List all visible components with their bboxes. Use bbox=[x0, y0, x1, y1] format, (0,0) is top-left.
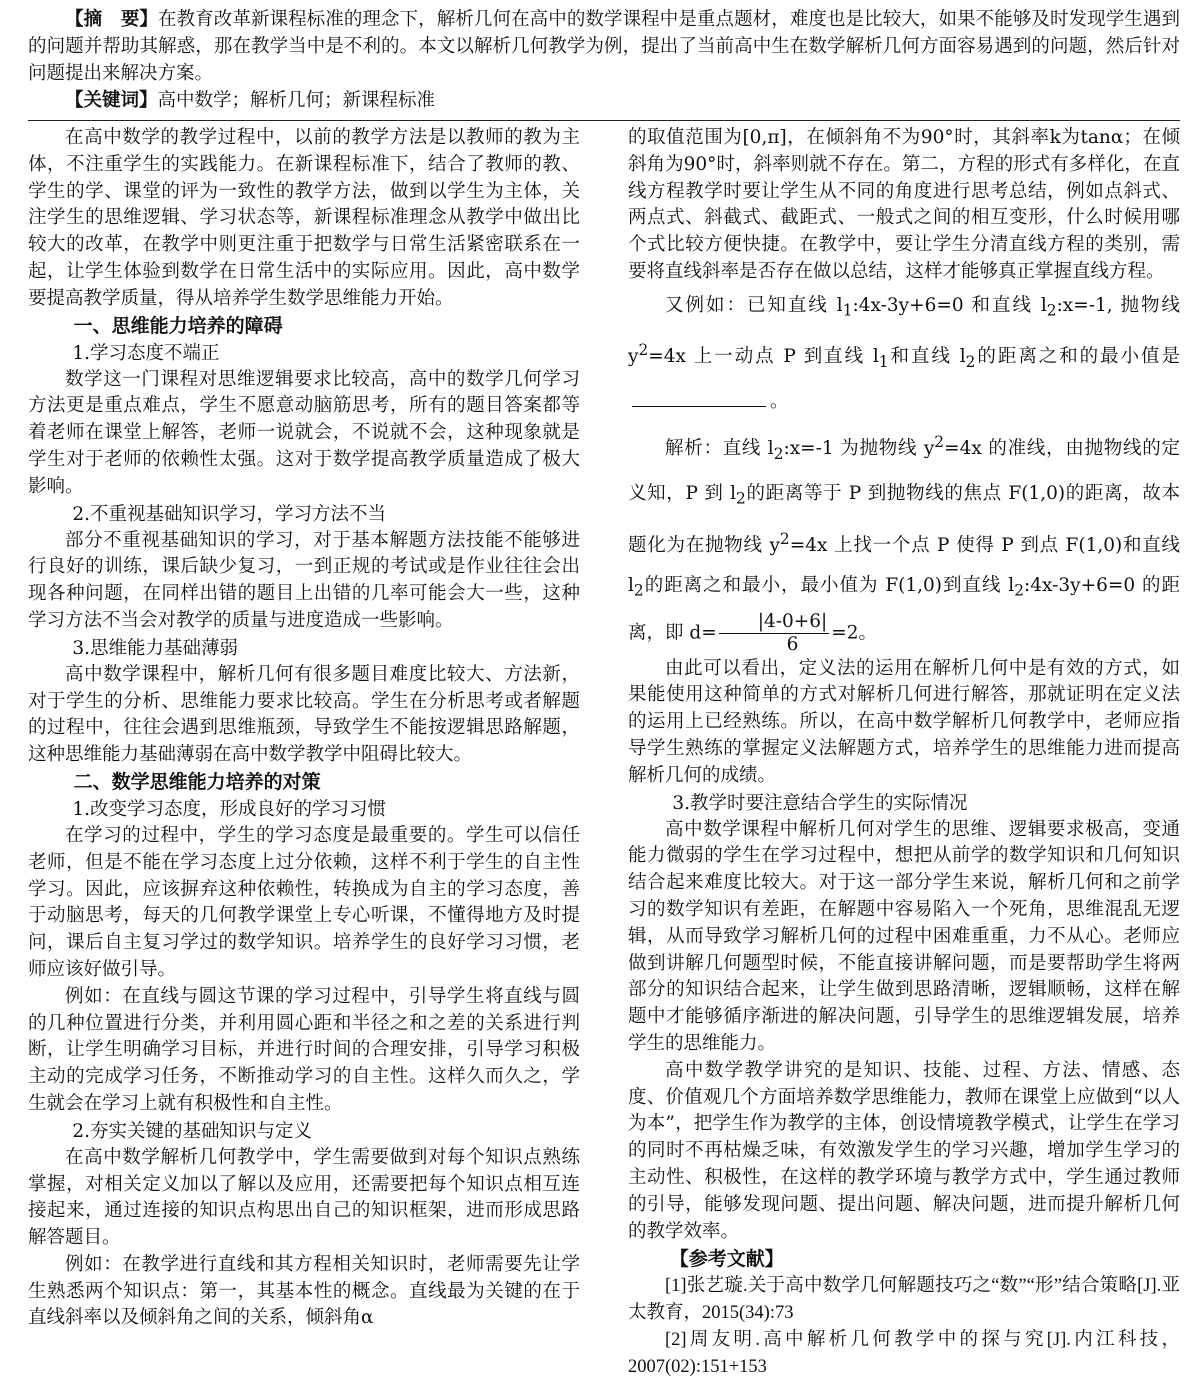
subscript-2: 2 bbox=[773, 445, 784, 464]
example-text-f: 和直线 l bbox=[888, 346, 966, 368]
solution-text-b: :x=-1 为抛物线 y bbox=[783, 438, 935, 460]
abstract bbox=[28, 0, 1180, 87]
example-text-e: =4x 上一动点 P 到直线 l bbox=[648, 346, 879, 368]
subsection-2-2-example: 例如：在教学进行直线和其方程相关知识时，老师需要先让学生熟悉两个知识点：第一，其基本性的概念。直线最为关键的在于直线斜率以及倾斜角之间的关系，倾斜角α bbox=[28, 1253, 580, 1329]
solution-paragraph bbox=[628, 422, 1180, 655]
intro-paragraph: 在高中数学的教学过程中，以前的教学方法是以教师的教为主体，不注重学生的实践能力。在新课程标准下，结合了教师的教、学生的学、课堂的评为一致性的教学方法，做到以学生为主体，关注学生的思维逻辑、学习状态等，新课程标准理念从教学中做出比较大的改革，在教学中则更注重于把数学与日常生活紧密联系在一起，让学生体验到数学在日常生活中的实际应用。因此，高中数学要提高教学质量，得从培养学生数学思维能力开始。 bbox=[28, 127, 580, 309]
subsection-2-3-text: 高中数学课程中解析几何对学生的思维、逻辑要求极高，变通能力微弱的学生在学习过程中，想把从前学的数学知识和几何知识结合起来难度比较大。对于这一部分学生来说，解析几何和之前学习的数学知识有差距，在解题中容易陷入一个死角，思维混乱无逻辑，从而导致学习解析几何的过程中困难重重，力不从心。老师应做到讲解几何题型时候，不能直接讲解问题，而是要帮助学生将两部分的知识结合起来，让学生做到思路清晰，逻辑顺畅，这样在解题中才能够循序渐进的解决问题，引导学生的思维逻辑发展，培养学生的思维能力。 bbox=[628, 818, 1180, 1055]
subsection-1-2-text: 部分不重视基础知识的学习，对于基本解题方法技能不能够进行良好的训练，课后缺少复习，一到正规的考试或是作业往往会出现各种问题，在同样出错的题目上出错的几率可能会大一些，这种学习方法不当会对教学的质量与进度造成一些影响。 bbox=[28, 529, 580, 631]
subsection-2-1-heading: 1.改变学习态度，形成良好的学习习惯 bbox=[72, 798, 387, 820]
subscript-2: 2 bbox=[1046, 301, 1057, 320]
keywords-label: 【关键词】 bbox=[65, 90, 158, 111]
subsection-1-2-heading: 2.不重视基础知识学习，学习方法不当 bbox=[72, 503, 387, 525]
reference-2: [2]周友明.高中解析几何教学中的探与究[J].内江科技，2007(02):151+153 bbox=[628, 1330, 1180, 1377]
keywords-text: 高中数学；解析几何；新课程标准 bbox=[157, 90, 436, 111]
header-divider bbox=[28, 120, 1180, 121]
solution-text-e: 的距离，故本题化为在抛物线 y bbox=[628, 483, 1180, 556]
section-1-heading: 一、思维能力培养的障碍 bbox=[73, 314, 283, 337]
solution-text-f: =4x 上找一个点 P 使得 P 到点 F(1,0)和直线 l bbox=[628, 535, 1180, 596]
right-column bbox=[628, 125, 1180, 1381]
reference-1: [1]张艺璇.关于高中数学几何解题技巧之“数”“形”结合策略[J].亚太教育，2015(34):73 bbox=[628, 1276, 1180, 1324]
solution-text-a: 解析：直线 l bbox=[665, 438, 774, 460]
solution-text-c: =4x 的准线，由抛物线的定义知，P 到 l bbox=[628, 438, 1180, 505]
subsection-2-2-text: 在高中数学解析几何教学中，学生需要做到对每个知识点熟练掌握，对相关定义加以了解以及应用，还需要把每个知识点相互连接起来，通过连接的知识点构思出自己的知识框架，进而形成思路解答题目。 bbox=[28, 1146, 580, 1249]
example-text-i: 。 bbox=[770, 391, 789, 413]
fraction-denominator: 6 bbox=[786, 633, 799, 655]
example-text-g: 的距离之和 bbox=[975, 346, 1080, 368]
subsection-2-3-heading: 3.教学时要注意结合学生的实际情况 bbox=[672, 792, 968, 814]
example-text-a: 又例如：已知直线 l bbox=[665, 294, 843, 316]
superscript-2: 2 bbox=[779, 529, 790, 548]
distance-fraction bbox=[719, 611, 830, 656]
subsection-2-1-example: 例如：在直线与圆这节课的学习过程中，引导学生将直线与圆的几种位置进行分类，并利用圆心距和半径之和之差的关系进行判断，让学生明确学习目标，并进行时间的合理安排，引导学习积极主动的完成学习任务，不断推动学习的自主性。这样久而久之，学生就会在学习上就有积极性和自主性。 bbox=[28, 985, 580, 1114]
subsection-1-1-text: 数学这一门课程对思维逻辑要求比较高，高中的数学几何学习方法更是重点难点，学生不愿意动脑筋思考，所有的题目答案都等着老师在课堂上解答，老师一说就会，不说就不会，这种现象就是学生对于老师的依赖性太强。这对于数学提高教学质量造成了极大影响。 bbox=[28, 368, 580, 497]
example-text-h: 的最小值是 bbox=[1079, 346, 1180, 368]
solution-text-i: :4x-3y+6=0 的距离，即 d= bbox=[628, 575, 1180, 644]
section-2-heading: 二、数学思维能力培养的对策 bbox=[73, 770, 321, 793]
subscript-2: 2 bbox=[736, 489, 746, 508]
subscript-2: 2 bbox=[633, 581, 644, 600]
solution-text-j: =2。 bbox=[831, 622, 878, 644]
keywords bbox=[28, 87, 1180, 114]
subsection-1-3-heading: 3.思维能力基础薄弱 bbox=[72, 637, 239, 659]
subsection-1-3-text: 高中数学课程中，解析几何有很多题目难度比较大、方法新，对于学生的分析、思维能力要求比较高。学生在分析思考或者解题的过程中，往往会遇到思维瓶颈，导致学生不能按逻辑思路解题，这种思维能力基础薄弱在高中数学教学中阻碍比较大。 bbox=[28, 663, 580, 766]
superscript-2: 2 bbox=[934, 433, 945, 452]
subsection-1-1-heading: 1.学习态度不端正 bbox=[72, 342, 220, 364]
answer-blank bbox=[632, 388, 766, 407]
abstract-label: 【摘 要】 bbox=[65, 9, 158, 30]
body-columns bbox=[28, 125, 1180, 1381]
solution-text-d: 的距离等于 P 到抛物线的焦点 F(1,0) bbox=[745, 483, 1066, 505]
solution-text-g: 的距离之和最小，最小值为 F(1,0) bbox=[643, 575, 943, 596]
abstract-text: 在教育改革新课程标准的理念下，解析几何在高中的数学课程中是重点题材，难度也是比较大，如果不能够及时发现学生遇到的问题并帮助其解惑，那在教学当中是不利的。本文以解析几何教学为例，提出了当前高中生在数学解析几何方面容易遇到的问题，然后针对问题提出来解决方案。 bbox=[28, 9, 1180, 84]
closing-paragraph: 高中数学教学讲究的是知识、技能、过程、方法、情感、态度、价值观几个方面培养数学思维能力，教师在课堂上应做到“以人为本”，把学生作为教学的主体，创设情境教学模式，让学生在学习的同时不再枯燥乏味，有效激发学生的学习兴趣，增加学生学习的主动性、积极性，在这样的教学环境与教学方式中，学生通过教师的引导，能够发现问题、提出问题、解决问题，进而提升解析几何的教学效率。 bbox=[628, 1059, 1180, 1242]
left-column bbox=[28, 125, 580, 1381]
references-heading: 【参考文献】 bbox=[669, 1248, 784, 1271]
subscript-1: 1 bbox=[878, 353, 889, 372]
solution-text-h: 到直线 l bbox=[942, 575, 1015, 596]
example-text-d: 抛物线 y bbox=[628, 294, 1180, 368]
subsection-2-1-text: 在学习的过程中，学生的学习态度是最重要的。学生可以信任老师，但是不能在学习态度上过分依赖，这样不利于学生的自主性学习。因此，应该摒弃这种依赖性，转换成为自主的学习态度，善于动脑思考，每天的几何教学课堂上专心听课，不懂得地方及时提问，课后自主复习学过的数学知识。培养学生的良好学习习惯，老师应该好做引导。 bbox=[28, 824, 580, 980]
example-text-c: :x=-1, bbox=[1056, 294, 1113, 316]
continued-paragraph: 的取值范围为[0,π]，在倾斜角不为90°时，其斜率k为tanα；在倾斜角为90°时，斜率则就不存在。第二，方程的形式有多样化，在直线方程教学时要让学生从不同的角度进行思考总结，例如点斜式、两点式、斜截式、截距式、一般式之间的相互变形，什么时候用哪个式比较方便快捷。在教学中，要让学生分清直线方程的类别，需要将直线斜率是否存在做以总结，这样才能够真正掌握直线方程。 bbox=[628, 127, 1180, 282]
subscript-1: 1 bbox=[842, 301, 853, 320]
fraction-numerator: |4-0+6| bbox=[719, 611, 830, 634]
superscript-2: 2 bbox=[638, 341, 649, 360]
conclusion-paragraph: 由此可以看出，定义法的运用在解析几何中是有效的方式，如果能使用这种简单的方式对解析几何进行解答，那就证明在定义法的运用上已经熟练。所以，在高中数学解析几何教学中，老师应指导学生熟练的掌握定义法解题方式，培养学生的思维能力进而提高解析几何的成绩。 bbox=[628, 657, 1180, 786]
example-problem bbox=[628, 286, 1180, 423]
example-text-b: :4x-3y+6=0 和直线 l bbox=[852, 294, 1047, 316]
subscript-2: 2 bbox=[965, 353, 976, 372]
subscript-2: 2 bbox=[1014, 581, 1025, 600]
subsection-2-2-heading: 2.夯实关键的基础知识与定义 bbox=[72, 1120, 313, 1142]
